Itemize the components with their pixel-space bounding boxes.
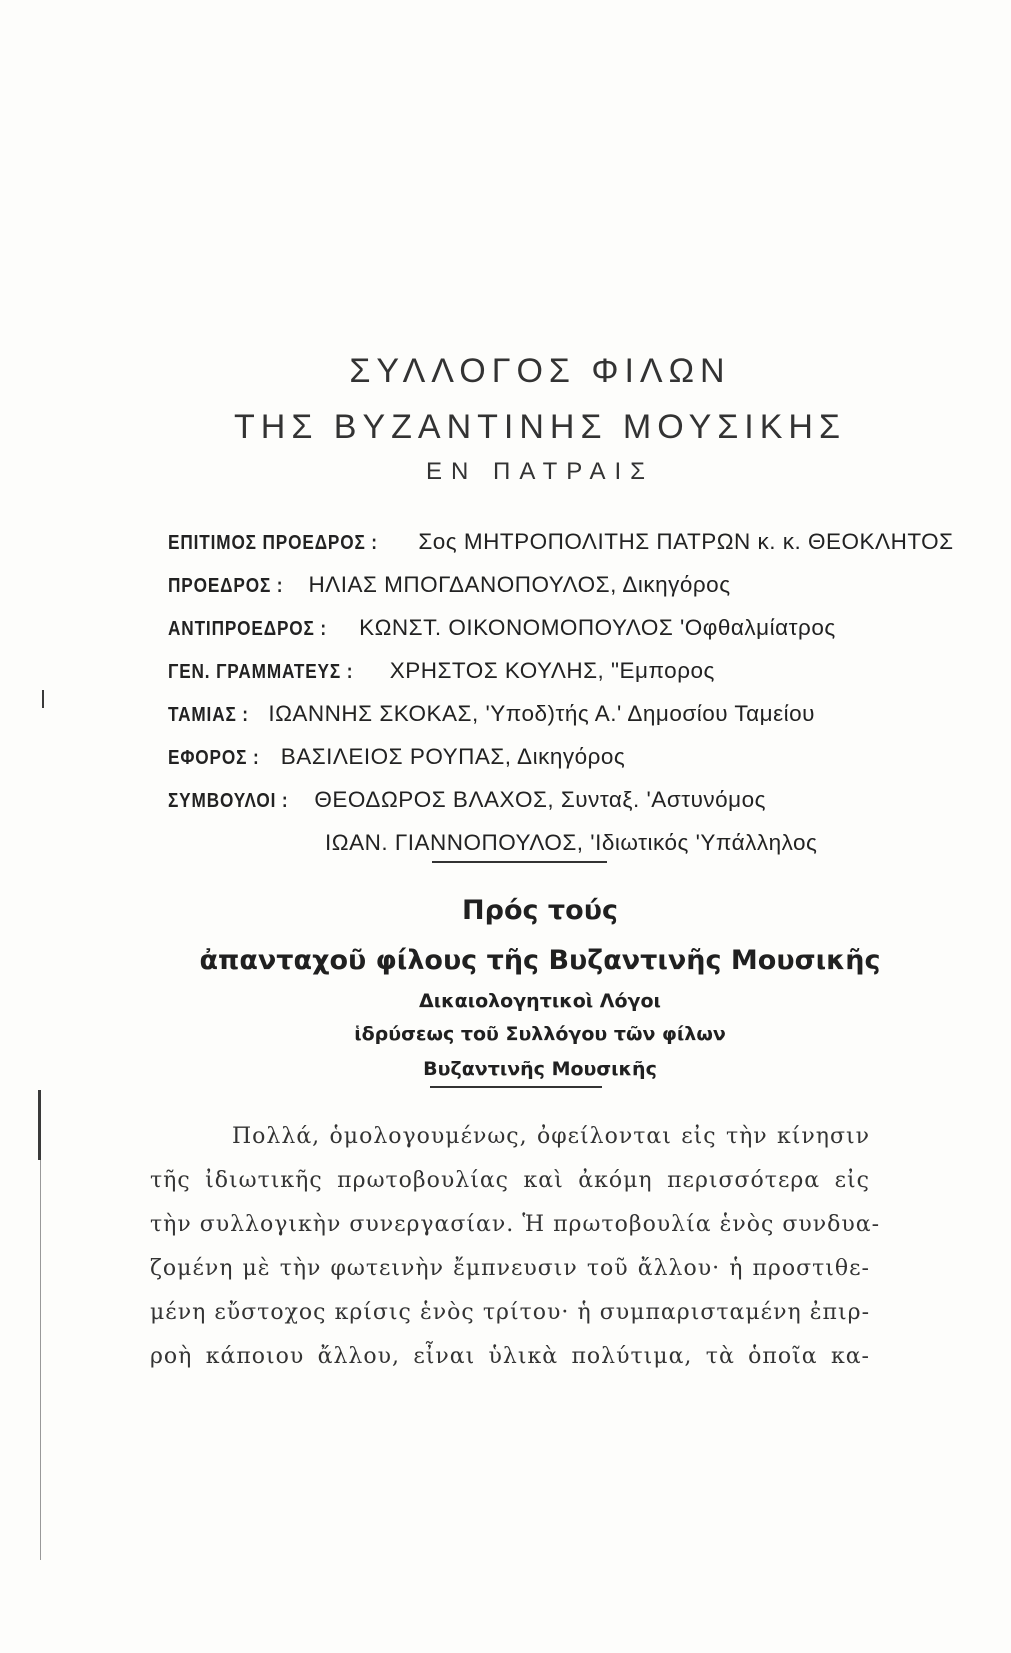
society-location: ΕΝ ΠΑΤΡΑΙΣ — [426, 458, 654, 485]
body-line: τὴν συλλογικὴν συνεργασίαν. Ἡ πρωτοβουλία ἑνὸς συνδυα- — [150, 1212, 881, 1237]
society-subtitle: ΤΗΣ ΒΥΖΑΝΤΙΝΗΣ ΜΟΥΣΙΚΗΣ — [234, 408, 846, 446]
body-paragraph — [150, 1115, 881, 1379]
scan-edge-line — [42, 690, 44, 708]
board-role: ΕΦΟΡΟΣ : — [168, 747, 260, 769]
body-line: τῆς ἰδιωτικῆς πρωτοβουλίας καὶ ἀκόμη περισσότερα εἰς — [150, 1168, 870, 1193]
address-subheading: ἱδρύσεως τοῦ Συλλόγου τῶν φίλων — [354, 1023, 726, 1045]
body-line: μένη εὔστοχος κρίσις ἑνὸς τρίτου· ἡ συμπαρισταμένη ἐπιρ- — [150, 1300, 870, 1325]
board-row — [168, 649, 908, 692]
board-role: ΕΠΙΤΙΜΟΣ ΠΡΟΕΔΡΟΣ : — [168, 532, 378, 554]
board-list — [168, 520, 954, 864]
body-line: Πολλά, ὁμολογουμένως, ὀφείλονται εἰς τὴν κίνησιν — [232, 1124, 870, 1149]
board-row — [168, 778, 908, 821]
board-role: ΓΕΝ. ΓΡΑΜΜΑΤΕΥΣ : — [168, 661, 354, 683]
address-heading-2: ἀπανταχοῦ φίλους τῆς Βυζαντινῆς Μουσικῆς — [199, 945, 881, 976]
board-role: ΑΝΤΙΠΡΟΕΔΡΟΣ : — [168, 618, 327, 640]
scan-edge-line — [40, 1160, 41, 1560]
address-subheading: Βυζαντινῆς Μουσικῆς — [423, 1058, 657, 1080]
board-name: Σος ΜΗΤΡΟΠΟΛΙΤΗΣ ΠΑΤΡΩΝ κ. κ. ΘΕΟΚΛΗΤΟΣ — [418, 529, 954, 554]
board-row — [168, 692, 908, 735]
board-row — [168, 563, 908, 606]
board-name: ΚΩΝΣΤ. ΟΙΚΟΝΟΜΟΠΟΥΛΟΣ 'Οφθαλμίατρος — [359, 615, 836, 640]
board-row — [168, 821, 908, 864]
board-row — [168, 520, 954, 563]
scan-edge-line — [38, 1090, 41, 1160]
address-heading: Πρός τούς — [462, 895, 618, 926]
divider — [432, 861, 607, 863]
address-subheading: Δικαιολογητικοὶ Λόγοι — [419, 990, 661, 1012]
board-role: ΣΥΜΒΟΥΛΟΙ : — [168, 790, 289, 812]
board-name: ΗΛΙΑΣ ΜΠΟΓΔΑΝΟΠΟΥΛΟΣ, Δικηγόρος — [308, 572, 731, 597]
board-name: ΧΡΗΣΤΟΣ ΚΟΥΛΗΣ, "Εμπορος — [389, 658, 715, 683]
society-title: ΣΥΛΛΟΓΟΣ ΦΙΛΩΝ — [349, 352, 731, 390]
divider — [430, 1086, 602, 1088]
body-line: ζομένη μὲ τὴν φωτεινὴν ἔμπνευσιν τοῦ ἄλλου· ἡ προστιθε- — [150, 1256, 870, 1281]
body-line: ροὴ κάποιου ἄλλου, εἶναι ὑλικὰ πολύτιμα, τὰ ὁποῖα κα- — [150, 1344, 870, 1369]
board-name: ΒΑΣΙΛΕΙΟΣ ΡΟΥΠΑΣ, Δικηγόρος — [280, 744, 626, 769]
board-name: ΙΩΑΝ. ΓΙΑΝΝΟΠΟΥΛΟΣ, 'Ιδιωτικός 'Υπάλληλος — [325, 830, 818, 855]
board-row — [168, 735, 908, 778]
board-role: ΠΡΟΕΔΡΟΣ : — [168, 575, 284, 597]
board-name: ΙΩΑΝΝΗΣ ΣΚΟΚΑΣ, 'Υποδ)τής Α.' Δημοσίου Ταμείου — [268, 701, 815, 726]
board-name: ΘΕΟΔΩΡΟΣ ΒΛΑΧΟΣ, Συνταξ. 'Αστυνόμος — [314, 787, 766, 812]
board-row — [168, 606, 908, 649]
board-role: ΤΑΜΙΑΣ : — [168, 704, 249, 726]
